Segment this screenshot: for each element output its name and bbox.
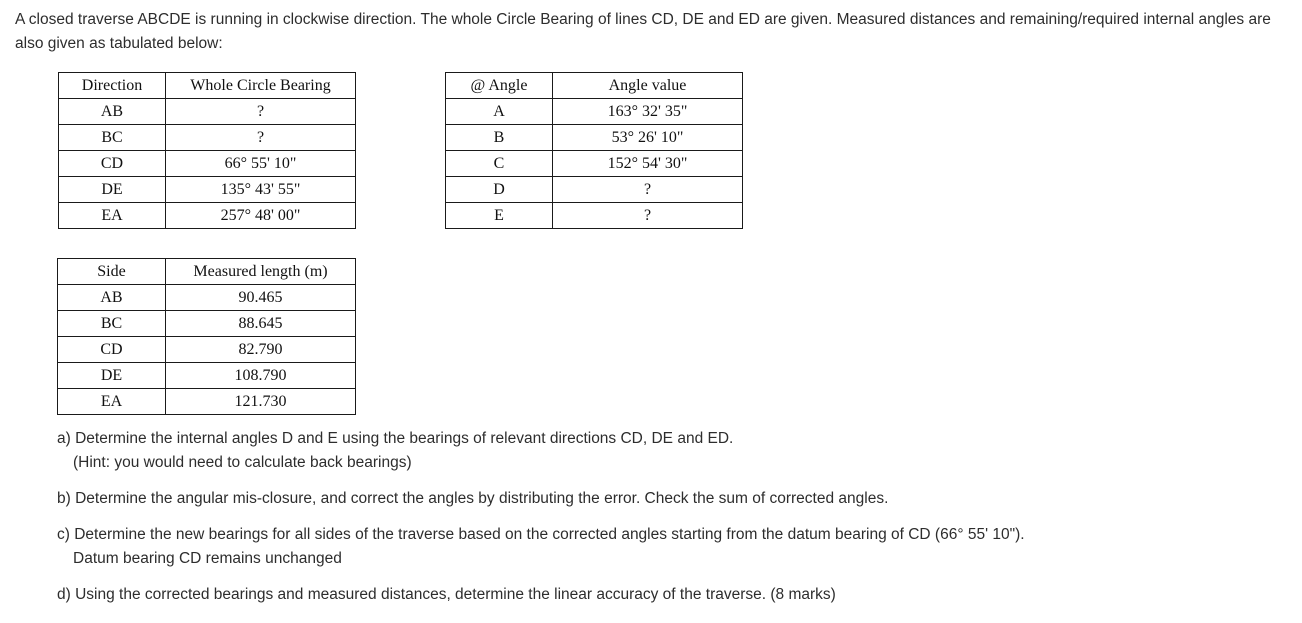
bearing-cell: ? (166, 125, 356, 151)
direction-cell: EA (59, 203, 166, 229)
table-row (59, 125, 356, 151)
direction-cell: DE (59, 177, 166, 203)
problem-intro: A closed traverse ABCDE is running in clockwise direction. The whole Circle Bearing of lines CD, DE and ED are given. Measured distances and remaining/required internal angles are also given as tabulated below: (15, 11, 1271, 52)
column-header-side: Side (58, 259, 166, 285)
station-cell: E (446, 203, 553, 229)
question-a (57, 427, 733, 475)
bearing-cell: ? (166, 99, 356, 125)
table-row (446, 99, 743, 125)
table-row (58, 311, 356, 337)
column-header-direction: Direction (59, 73, 166, 99)
angle-value-cell: 53° 26' 10" (553, 125, 743, 151)
bearing-cell: 66° 55' 10" (166, 151, 356, 177)
length-cell: 88.645 (166, 311, 356, 337)
side-cell: EA (58, 389, 166, 415)
column-header-measured-length: Measured length (m) (166, 259, 356, 285)
table-row (59, 151, 356, 177)
table-header-row (446, 73, 743, 99)
side-cell: BC (58, 311, 166, 337)
station-cell: D (446, 177, 553, 203)
question-c-note: Datum bearing CD remains unchanged (73, 550, 342, 567)
table-header-row (58, 259, 356, 285)
question-a-text: a) Determine the internal angles D and E using the bearings of relevant directions CD, DE and ED. (57, 430, 734, 447)
table-row (446, 125, 743, 151)
length-cell: 108.790 (166, 363, 356, 389)
length-cell: 121.730 (166, 389, 356, 415)
side-cell: DE (58, 363, 166, 389)
table-row (59, 203, 356, 229)
table-row (58, 389, 356, 415)
table-row (59, 177, 356, 203)
table-row (59, 99, 356, 125)
question-d-text: d) Using the corrected bearings and measured distances, determine the linear accuracy of the traverse. (8 marks) (57, 586, 836, 603)
bearing-table (58, 72, 356, 229)
station-cell: A (446, 99, 553, 125)
length-cell: 82.790 (166, 337, 356, 363)
table-row (446, 177, 743, 203)
question-c (57, 523, 1025, 571)
table-header-row (59, 73, 356, 99)
angle-value-cell: 163° 32' 35" (553, 99, 743, 125)
direction-cell: BC (59, 125, 166, 151)
question-c-text: c) Determine the new bearings for all sides of the traverse based on the corrected angles starting from the datum bearing of CD (66° 55' 10"). (57, 526, 1025, 543)
station-cell: B (446, 125, 553, 151)
angle-value-cell: ? (553, 177, 743, 203)
direction-cell: AB (59, 99, 166, 125)
table-row (446, 151, 743, 177)
direction-cell: CD (59, 151, 166, 177)
table-row (58, 363, 356, 389)
station-cell: C (446, 151, 553, 177)
question-b-text: b) Determine the angular mis-closure, and correct the angles by distributing the error. Check the sum of corrected angles. (57, 490, 889, 507)
length-table (57, 258, 356, 415)
side-cell: AB (58, 285, 166, 311)
table-row (58, 337, 356, 363)
table-row (446, 203, 743, 229)
angle-value-cell: 152° 54' 30" (553, 151, 743, 177)
question-b (57, 487, 888, 511)
length-cell: 90.465 (166, 285, 356, 311)
column-header-angle-value: Angle value (553, 73, 743, 99)
question-d (57, 583, 836, 607)
table-row (58, 285, 356, 311)
column-header-wcb: Whole Circle Bearing (166, 73, 356, 99)
side-cell: CD (58, 337, 166, 363)
bearing-cell: 135° 43' 55" (166, 177, 356, 203)
question-a-hint: (Hint: you would need to calculate back bearings) (73, 454, 412, 471)
bearing-cell: 257° 48' 00" (166, 203, 356, 229)
column-header-angle: @ Angle (446, 73, 553, 99)
angle-table (445, 72, 743, 229)
angle-value-cell: ? (553, 203, 743, 229)
